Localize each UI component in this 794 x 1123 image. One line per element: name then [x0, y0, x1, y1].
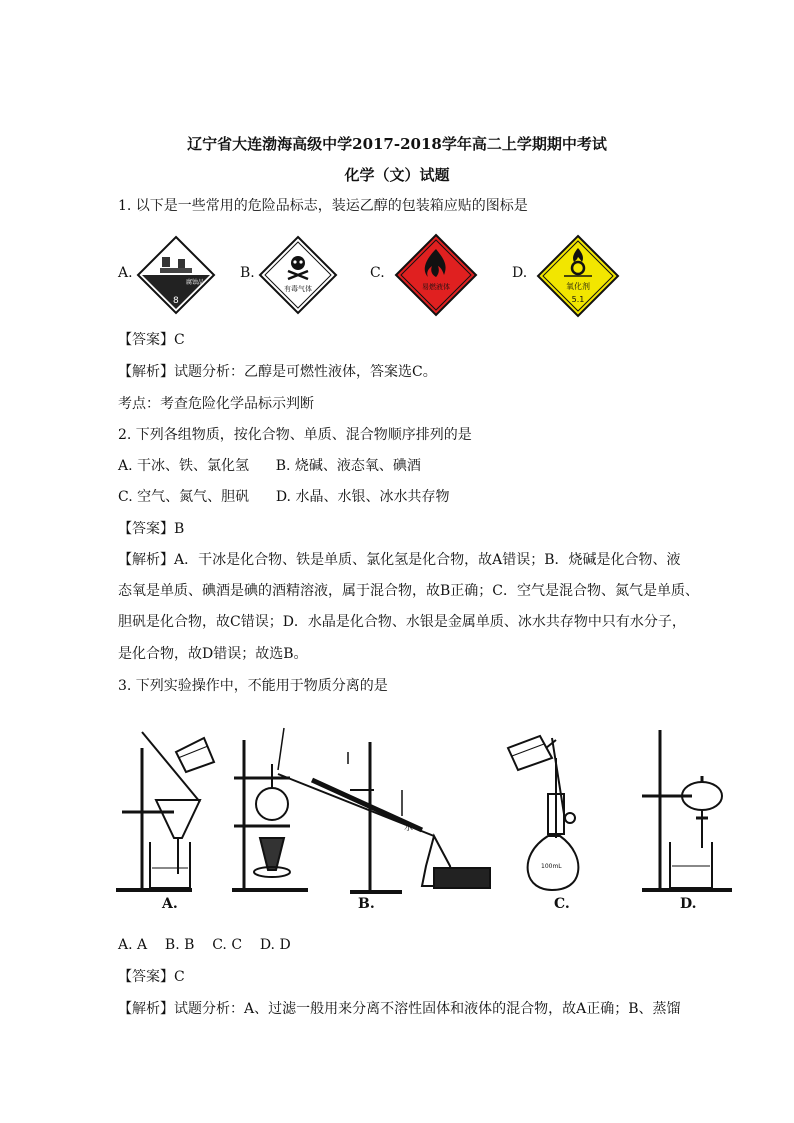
flammable-liquid-caption: 易燃液体: [422, 283, 450, 291]
corrosive-sign: [136, 235, 216, 315]
fig-label-c: C.: [554, 896, 570, 912]
q1-analysis: 【解析】试题分析：乙醇是可燃性液体，答案选C。: [118, 364, 437, 380]
filtration-apparatus: [116, 732, 214, 890]
oxidizer-caption: 氧化剂: [566, 282, 590, 291]
q2-options-line2: C. 空气、氮气、胆矾 D. 水晶、水银、冰水共存物: [118, 489, 450, 505]
q1-stem: 1. 以下是一些常用的危险品标志，装运乙醇的包装箱应贴的图标是: [118, 198, 528, 214]
q2-options-line1: A. 干冰、铁、氯化氢 B. 烧碱、液态氧、碘酒: [118, 458, 421, 474]
toxic-gas-caption: 有毒气体: [284, 285, 312, 293]
fig-label-b: B.: [358, 896, 375, 912]
flammable-liquid-sign: [394, 233, 478, 317]
distillation-water-label: 水: [404, 823, 414, 833]
q3-answer: 【答案】C: [118, 969, 185, 985]
q3-analysis: 【解析】试题分析：A、过滤一般用来分离不溶性固体和液体的混合物，故A正确；B、蒸馏: [118, 1001, 681, 1017]
doc-title: 辽宁省大连渤海高级中学2017-2018学年高二上学期期中考试: [187, 135, 607, 153]
distillation-apparatus: [232, 728, 490, 892]
oxidizer-class: 5.1: [571, 295, 585, 304]
q3-options: A. A B. B C. C D. D: [118, 937, 291, 953]
corrosive-sign-class: 8: [173, 296, 179, 306]
q1-option-b-label: B.: [240, 265, 255, 281]
q2-analysis-line2: 态氧是单质、碘酒是碘的酒精溶液，属于混合物，故B正确；C．空气是混合物、氮气是单质、: [118, 583, 699, 599]
q1-option-c-label: C.: [370, 265, 385, 281]
q2-analysis-line4: 是化合物，故D错误；故选B。: [118, 646, 308, 662]
fig-label-a: A.: [162, 896, 178, 912]
q1-option-a-label: A.: [118, 265, 133, 281]
doc-subtitle: 化学（文）试题: [344, 166, 450, 184]
q2-answer: 【答案】B: [118, 521, 185, 537]
q1-answer: 【答案】C: [118, 332, 185, 348]
flask-volume-label: 100mL: [541, 863, 562, 870]
corrosive-sign-caption: 腐蚀品: [186, 279, 205, 286]
q1-point: 考点：考查危险化学品标示判断: [118, 396, 314, 412]
q1-option-d-label: D.: [512, 265, 528, 281]
oxidizer-sign: [536, 234, 620, 318]
q2-analysis-line3: 胆矾是化合物，故C错误；D．水晶是化合物、水银是金属单质、冰水共存物中只有水分子，: [118, 614, 686, 630]
separatory-funnel-apparatus: [642, 730, 732, 890]
fig-label-d: D.: [680, 896, 697, 912]
q3-stem: 3. 下列实验操作中，不能用于物质分离的是: [118, 678, 388, 694]
apparatus-figure: [112, 718, 752, 918]
toxic-gas-sign: [258, 235, 338, 315]
q2-analysis-line1: 【解析】A．干冰是化合物、铁是单质、氯化氢是化合物，故A错误；B．烧碱是化合物、液: [118, 552, 681, 568]
q2-stem: 2. 下列各组物质，按化合物、单质、混合物顺序排列的是: [118, 427, 472, 443]
